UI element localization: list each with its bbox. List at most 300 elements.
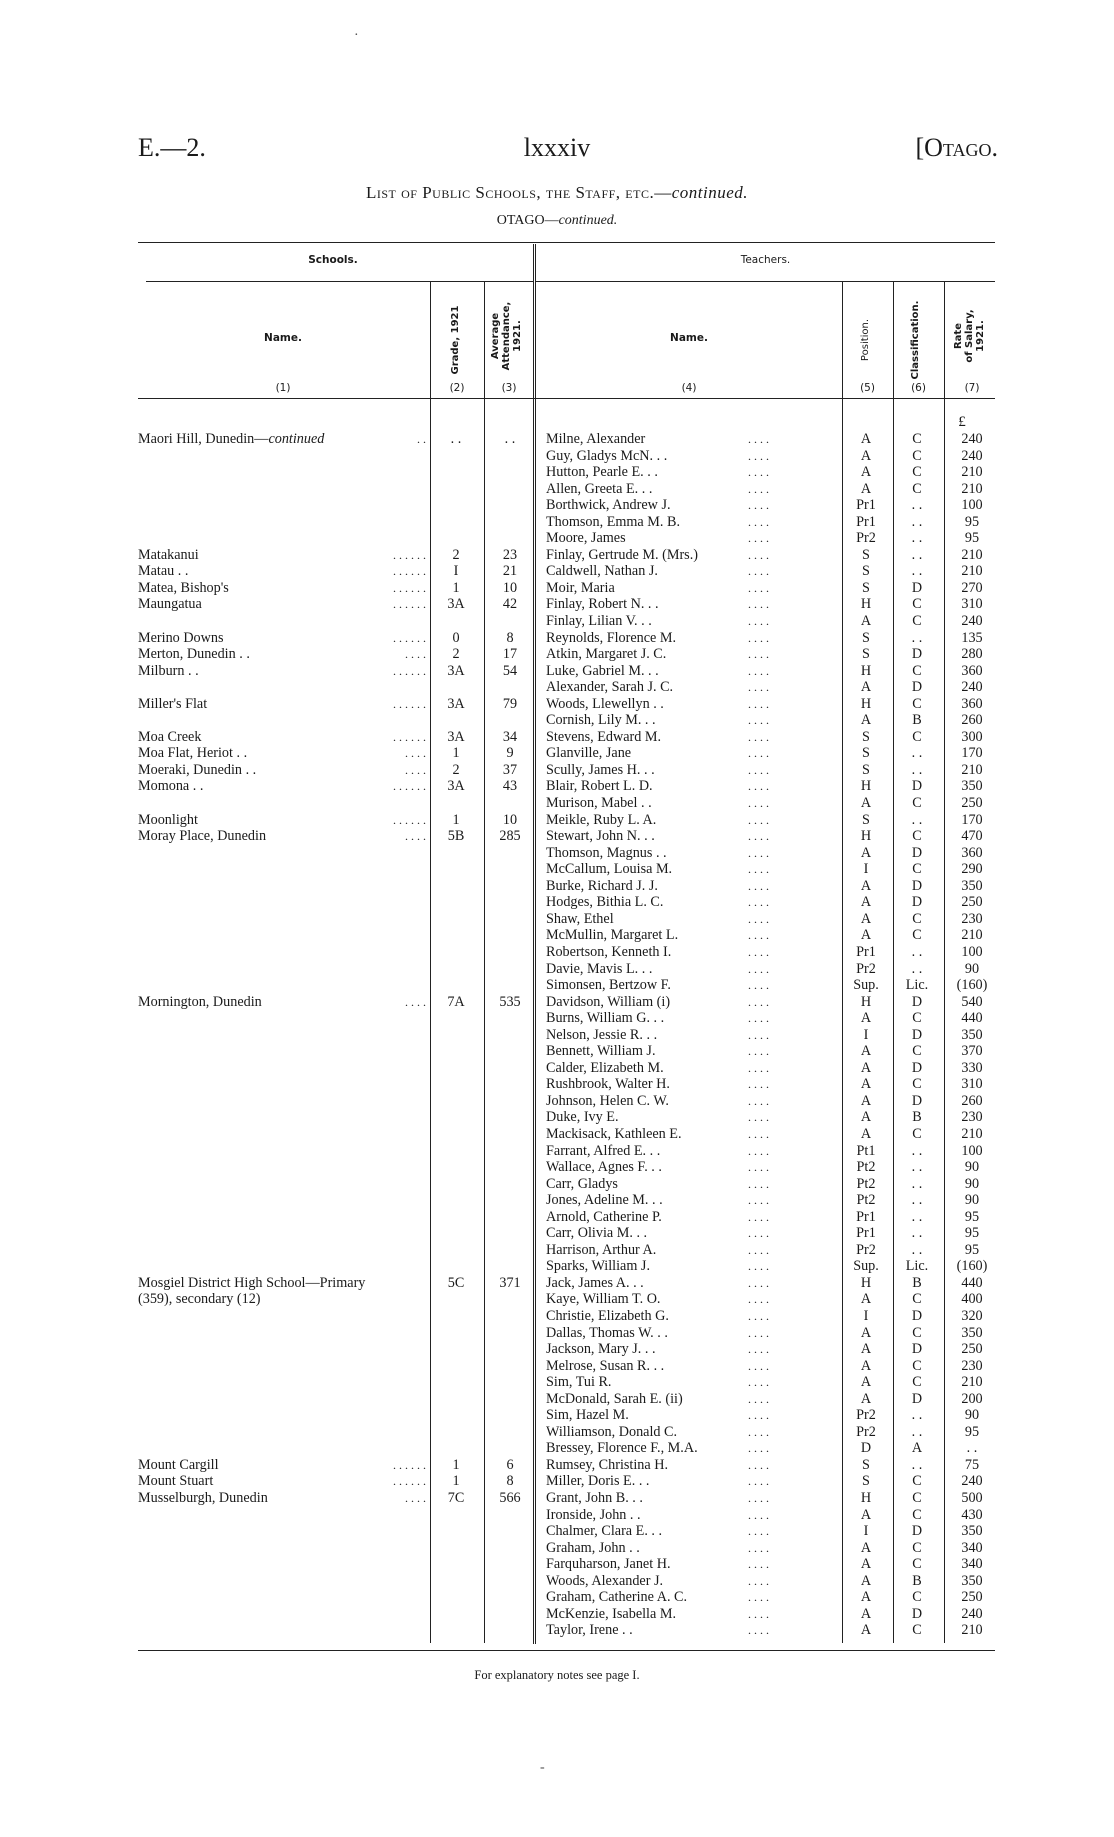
table-row: [0, 1573, 1114, 1590]
table-row: [0, 1407, 1114, 1424]
position-cell: Pr2: [856, 1423, 876, 1440]
teacher-name-cell: Williamson, Donald C.: [546, 1423, 678, 1440]
classification-cell: Lic.: [905, 1258, 929, 1275]
grade-cell: 2: [452, 546, 460, 563]
table-row: [0, 894, 1114, 911]
grade-cell: 1: [452, 1456, 460, 1473]
table-row: [0, 1589, 1114, 1606]
teacher-leader-dots: . . . .: [748, 1408, 769, 1423]
position-cell: S: [862, 646, 870, 663]
table-row: [0, 845, 1114, 862]
school-leader-dots: . . . . . .: [393, 729, 426, 744]
salary-cell: 230: [961, 1357, 983, 1374]
teacher-name-cell: Calder, Elizabeth M.: [546, 1059, 664, 1076]
attendance-cell: 10: [502, 811, 518, 828]
classification-cell: . .: [911, 761, 923, 778]
table-row: [0, 1043, 1114, 1060]
currency-symbol: £: [958, 414, 966, 430]
table-row: [0, 696, 1114, 713]
teacher-name-cell: Jack, James A. . .: [546, 1274, 644, 1291]
teacher-leader-dots: . . . .: [748, 961, 769, 976]
table-row: [0, 1358, 1114, 1375]
teacher-name-cell: Finlay, Lilian V. . .: [546, 613, 652, 630]
col-number-5: (5): [860, 382, 875, 394]
table-row: [0, 729, 1114, 746]
attendance-cell: 535: [499, 993, 521, 1010]
teacher-name-cell: Borthwick, Andrew J.: [546, 497, 671, 514]
table-row: [0, 1060, 1114, 1077]
salary-cell: 350: [961, 1523, 983, 1540]
table-row: [0, 596, 1114, 613]
classification-cell: . .: [911, 513, 923, 530]
position-cell: H: [860, 778, 872, 795]
table-row: [0, 1325, 1114, 1342]
salary-cell: 270: [961, 579, 983, 596]
teacher-name-cell: Dallas, Thomas W. . .: [546, 1324, 668, 1341]
grade-cell: 1: [452, 579, 460, 596]
position-cell: A: [860, 1059, 872, 1076]
position-heading: Position.: [860, 318, 871, 362]
classification-cell: . .: [911, 1142, 923, 1159]
salary-cell: 240: [961, 1605, 983, 1622]
position-cell: Pr2: [856, 530, 876, 547]
table-row: [0, 563, 1114, 580]
teacher-name-cell: Reynolds, Florence M.: [546, 629, 677, 646]
classification-cell: C: [912, 728, 922, 745]
table-body: [0, 431, 1114, 1639]
position-cell: A: [860, 1357, 872, 1374]
salary-cell: 310: [961, 1076, 983, 1093]
school-name-cell: Matea, Bishop's: [138, 579, 229, 596]
table-row: [0, 547, 1114, 564]
grade-cell: 3A: [447, 778, 465, 795]
table-row: [0, 431, 1114, 448]
teacher-name-cell: Stevens, Edward M.: [546, 728, 662, 745]
position-cell: Pr2: [856, 960, 876, 977]
position-cell: A: [860, 844, 872, 861]
salary-cell: (160): [956, 977, 988, 994]
classification-cell: Lic.: [905, 977, 929, 994]
table-row: [0, 911, 1114, 928]
attendance-cell: 54: [502, 662, 518, 679]
school-leader-dots: . . . . . .: [393, 663, 426, 678]
salary-cell: 350: [961, 1324, 983, 1341]
table-row: [0, 1622, 1114, 1639]
table-row: [0, 514, 1114, 531]
school-leader-dots: . . . . . .: [393, 1457, 426, 1472]
teacher-leader-dots: . . . .: [748, 1275, 769, 1290]
table-row: [0, 1027, 1114, 1044]
teacher-name-cell: Woods, Alexander J.: [546, 1572, 664, 1589]
grade-cell: 3A: [447, 695, 465, 712]
teacher-leader-dots: . . . .: [748, 1507, 769, 1522]
classification-cell: C: [912, 910, 922, 927]
teacher-leader-dots: . . . .: [748, 1093, 769, 1108]
classification-cell: D: [911, 1092, 923, 1109]
position-cell: A: [860, 927, 872, 944]
grade-cell: 7C: [447, 1490, 465, 1506]
teacher-name-cell: Melrose, Susan R. . .: [546, 1357, 665, 1374]
teacher-name-cell: Simonsen, Bertzow F.: [546, 977, 671, 994]
classification-cell: C: [912, 662, 922, 679]
attendance-cell: 566: [499, 1490, 521, 1506]
position-cell: Pr1: [856, 497, 876, 514]
classification-cell: D: [911, 1341, 923, 1358]
classification-cell: . .: [911, 1208, 923, 1225]
attendance-cell: 21: [502, 563, 518, 580]
school-leader-dots: . . . . . .: [393, 597, 426, 612]
attendance-cell: 9: [506, 745, 514, 762]
position-cell: Pr2: [856, 1407, 876, 1424]
teacher-name-cell: Johnson, Helen C. W.: [546, 1092, 669, 1109]
teacher-leader-dots: . . . .: [748, 1590, 769, 1605]
attendance-cell: 23: [502, 546, 518, 563]
salary-cell: 470: [961, 828, 983, 845]
classification-cell: B: [912, 1109, 922, 1126]
grade-cell: 2: [452, 761, 460, 778]
salary-cell: 240: [961, 613, 983, 630]
position-cell: Pr1: [856, 943, 876, 960]
classification-cell: . .: [911, 943, 923, 960]
teacher-leader-dots: . . . .: [748, 862, 769, 877]
salary-cell: 210: [961, 546, 983, 563]
position-cell: A: [860, 480, 872, 497]
position-cell: S: [862, 1473, 870, 1490]
school-leader-dots: . . . . . .: [393, 564, 426, 579]
header-bottom-rule: [138, 398, 995, 399]
classification-cell: . .: [911, 563, 923, 580]
teacher-name-cell: Miller, Doris E. . .: [546, 1473, 650, 1490]
school-name-cell: Musselburgh, Dunedin: [138, 1490, 268, 1506]
table-row: [0, 1507, 1114, 1524]
position-cell: A: [860, 1622, 872, 1639]
grade-cell: 5B: [447, 828, 465, 845]
salary-cell: 250: [961, 1589, 983, 1606]
position-cell: A: [860, 1539, 872, 1556]
teacher-name-cell: Moore, James: [546, 530, 626, 547]
attendance-cell: 8: [506, 1473, 514, 1490]
school-name-cell: Moonlight: [138, 811, 198, 828]
position-cell: A: [860, 1010, 872, 1027]
attendance-heading: Average Attendance, 1921.: [490, 301, 523, 371]
salary-cell: 90: [964, 1192, 980, 1209]
teacher-leader-dots: . . . .: [748, 829, 769, 844]
teacher-name-cell: Moir, Maria: [546, 579, 615, 596]
school-leader-dots: . . . .: [405, 647, 426, 662]
teacher-leader-dots: . . . .: [748, 514, 769, 529]
salary-cell: 95: [964, 1423, 980, 1440]
teacher-name-cell: Davidson, William (i): [546, 993, 671, 1010]
salary-cell: 210: [961, 1374, 983, 1391]
table-row: [0, 1308, 1114, 1325]
grade-cell: 1: [452, 1473, 460, 1490]
col-number-2: (2): [449, 382, 465, 394]
teacher-name-cell: Ironside, John . .: [546, 1506, 641, 1523]
table-bottom-rule: [138, 1650, 995, 1651]
position-cell: A: [860, 877, 872, 894]
page-header-left: E.—2.: [138, 133, 206, 162]
teacher-leader-dots: . . . .: [748, 1160, 769, 1175]
classification-cell: . .: [911, 629, 923, 646]
teacher-leader-dots: . . . .: [748, 465, 769, 480]
table-row: [0, 679, 1114, 696]
table-row: [0, 1440, 1114, 1457]
teacher-leader-dots: . . . .: [748, 597, 769, 612]
position-cell: A: [860, 1125, 872, 1142]
teacher-leader-dots: . . . .: [748, 1491, 769, 1505]
classification-cell: D: [911, 894, 923, 911]
table-row: [0, 1225, 1114, 1242]
position-cell: A: [860, 1374, 872, 1391]
table-row: [0, 1209, 1114, 1226]
classification-cell: . .: [911, 1241, 923, 1258]
teacher-leader-dots: . . . .: [748, 1358, 769, 1373]
salary-cell: 280: [961, 646, 983, 663]
teacher-leader-dots: . . . .: [748, 1474, 769, 1489]
teacher-name-cell: Arnold, Catherine P.: [546, 1208, 662, 1225]
position-cell: S: [862, 563, 870, 580]
attendance-cell: 34: [502, 728, 518, 745]
school-name-cell: Moeraki, Dunedin . .: [138, 761, 257, 778]
teacher-leader-dots: . . . .: [748, 1623, 769, 1638]
page-header-right: [Otago.: [915, 133, 998, 162]
teacher-leader-dots: . . . .: [748, 680, 769, 695]
position-cell: A: [860, 464, 872, 481]
school-leader-dots: . . . . . .: [393, 1474, 426, 1489]
table-row: [0, 927, 1114, 944]
position-cell: Pr2: [856, 1241, 876, 1258]
table-row: [0, 448, 1114, 465]
table-row: [0, 812, 1114, 829]
school-leader-dots: . . . .: [405, 1491, 426, 1505]
classification-cell: C: [912, 1589, 922, 1606]
table-row: [0, 778, 1114, 795]
teacher-name-cell: Duke, Ivy E.: [546, 1109, 619, 1126]
classification-cell: C: [912, 1556, 922, 1573]
table-row: [0, 878, 1114, 895]
teacher-leader-dots: . . . .: [748, 432, 769, 446]
classification-cell: C: [912, 613, 922, 630]
position-cell: A: [860, 712, 872, 729]
teacher-name-cell: Hodges, Bithia L. C.: [546, 894, 664, 911]
salary-cell: 350: [961, 1572, 983, 1589]
table-row: [0, 1159, 1114, 1176]
teacher-leader-dots: . . . .: [748, 481, 769, 496]
school-name-cell: Mornington, Dunedin: [138, 993, 262, 1010]
school-leader-dots: . . . . . .: [393, 779, 426, 794]
teachers-group-rule: [536, 281, 995, 282]
teacher-name-cell: McCallum, Louisa M.: [546, 861, 673, 878]
position-cell: A: [860, 894, 872, 911]
position-cell: A: [860, 431, 872, 447]
school-leader-dots: . . . .: [405, 762, 426, 777]
teacher-leader-dots: . . . .: [748, 1143, 769, 1158]
teacher-leader-dots: . . . .: [748, 1573, 769, 1588]
teacher-name-cell: Woods, Llewellyn . .: [546, 695, 664, 712]
school-leader-dots: . . . . . .: [393, 580, 426, 595]
teacher-name-cell: Jones, Adeline M. . .: [546, 1192, 663, 1209]
teacher-name-cell: Murison, Mabel . .: [546, 795, 652, 812]
table-row: [0, 613, 1114, 630]
grade-cell: 7A: [447, 993, 465, 1010]
teacher-name-cell: Christie, Elizabeth G.: [546, 1307, 669, 1324]
salary-cell: 240: [961, 1473, 983, 1490]
position-cell: S: [862, 745, 870, 762]
salary-cell: 540: [961, 993, 983, 1010]
teacher-name-cell: Scully, James H. . .: [546, 761, 655, 778]
teacher-leader-dots: . . . .: [748, 1457, 769, 1472]
salary-cell: 290: [961, 861, 983, 878]
position-cell: A: [860, 1506, 872, 1523]
school-name-cell: Merton, Dunedin . .: [138, 646, 250, 663]
classification-cell: . .: [911, 1159, 923, 1176]
table-row: [0, 1424, 1114, 1441]
teacher-leader-dots: . . . .: [748, 1193, 769, 1208]
teacher-name-cell: Shaw, Ethel: [546, 910, 614, 927]
grade-cell: 3A: [447, 596, 465, 613]
teacher-leader-dots: . . . .: [748, 1176, 769, 1191]
position-cell: S: [862, 811, 870, 828]
teacher-name-cell: Thomson, Emma M. B.: [546, 513, 680, 530]
teacher-name-cell: Jackson, Mary J. . .: [546, 1341, 656, 1358]
position-cell: S: [862, 579, 870, 596]
table-row: [0, 630, 1114, 647]
salary-cell: 95: [964, 1208, 980, 1225]
teacher-leader-dots: . . . .: [748, 647, 769, 662]
teacher-leader-dots: . . . .: [748, 531, 769, 546]
classification-cell: C: [912, 1291, 922, 1308]
grade-cell: 0: [452, 629, 460, 646]
teacher-leader-dots: . . . .: [748, 1126, 769, 1141]
classification-cell: C: [912, 1473, 922, 1490]
salary-cell: 95: [964, 530, 980, 547]
teacher-leader-dots: . . . .: [748, 1242, 769, 1257]
teacher-name-cell: Atkin, Margaret J. C.: [546, 646, 667, 663]
teacher-name-cell: Farquharson, Janet H.: [546, 1556, 671, 1573]
teacher-name-cell: Burke, Richard J. J.: [546, 877, 658, 894]
position-cell: D: [860, 1440, 872, 1457]
schools-caption: Schools.: [308, 254, 358, 266]
attendance-cell: 79: [502, 695, 518, 712]
classification-cell: C: [912, 1374, 922, 1391]
salary-cell: 250: [961, 894, 983, 911]
grade-heading: Grade, 1921: [450, 305, 461, 375]
position-cell: H: [860, 993, 872, 1010]
classification-cell: C: [912, 1125, 922, 1142]
salary-cell: 230: [961, 1109, 983, 1126]
teacher-name-cell: Luke, Gabriel M. . .: [546, 662, 659, 679]
teacher-leader-dots: . . . .: [748, 978, 769, 993]
attendance-cell: 285: [499, 828, 521, 845]
table-row: [0, 481, 1114, 498]
page-number: lxxxiv: [523, 133, 591, 162]
position-cell: H: [860, 1274, 872, 1291]
school-name-cell: Milburn . .: [138, 662, 199, 679]
school-name-cell: Momona . .: [138, 778, 204, 795]
school-name-cell: Mount Cargill: [138, 1456, 219, 1473]
classification-cell: . .: [911, 1192, 923, 1209]
classification-cell: C: [912, 1010, 922, 1027]
teacher-leader-dots: . . . .: [748, 663, 769, 678]
school-leader-dots: . . . .: [405, 994, 426, 1009]
teacher-leader-dots: . . . .: [748, 1259, 769, 1274]
position-cell: A: [860, 1572, 872, 1589]
salary-cell: 360: [961, 695, 983, 712]
salary-cell: 100: [961, 1142, 983, 1159]
teacher-name-cell: Thomson, Magnus . .: [546, 844, 667, 861]
teacher-name-cell: Carr, Olivia M. . .: [546, 1225, 648, 1242]
teacher-name-cell: Carr, Gladys: [546, 1175, 618, 1192]
attendance-cell: 42: [502, 596, 518, 613]
table-row: [0, 712, 1114, 729]
teacher-leader-dots: . . . .: [748, 928, 769, 943]
table-row: [0, 530, 1114, 547]
page-title: List of Public Schools, the Staff, etc.—continued.: [365, 183, 748, 202]
teacher-leader-dots: . . . .: [748, 1557, 769, 1572]
salary-heading: Rate of Salary, 1921.: [953, 309, 986, 363]
position-cell: A: [860, 613, 872, 630]
classification-cell: D: [911, 1059, 923, 1076]
teacher-name-cell: Meikle, Ruby L. A.: [546, 811, 657, 828]
teacher-name-cell: Grant, John B. . .: [546, 1490, 643, 1506]
teacher-leader-dots: . . . .: [748, 1375, 769, 1390]
table-row: [0, 1258, 1114, 1275]
teacher-leader-dots: . . . .: [748, 1441, 769, 1456]
col-number-1: (1): [275, 382, 291, 394]
salary-cell: 210: [961, 761, 983, 778]
teacher-name-cell: Blair, Robert L. D.: [546, 778, 653, 795]
teacher-leader-dots: . . . .: [748, 1226, 769, 1241]
classification-cell: D: [911, 1307, 923, 1324]
classification-cell: D: [911, 993, 923, 1010]
teacher-name-cell: Hutton, Pearle E. . .: [546, 464, 658, 481]
teacher-name-cell: Sim, Hazel M.: [546, 1407, 629, 1424]
classification-heading: Classification.: [910, 300, 921, 380]
classification-cell: . .: [911, 811, 923, 828]
teacher-leader-dots: . . . .: [748, 614, 769, 629]
classification-cell: . .: [911, 1175, 923, 1192]
teacher-leader-dots: . . . .: [748, 1077, 769, 1092]
position-cell: Pr1: [856, 1225, 876, 1242]
teacher-name-cell: Allen, Greeta E. . .: [546, 480, 653, 497]
salary-cell: 350: [961, 877, 983, 894]
teacher-leader-dots: . . . .: [748, 1308, 769, 1323]
classification-cell: . .: [911, 960, 923, 977]
position-cell: S: [862, 761, 870, 778]
classification-cell: B: [912, 712, 922, 729]
teacher-name-cell: McKenzie, Isabella M.: [546, 1605, 677, 1622]
salary-cell: 210: [961, 464, 983, 481]
school-name-cell: Miller's Flat: [138, 695, 208, 712]
teacher-name-cell: Bressey, Florence F., M.A.: [546, 1440, 698, 1457]
classification-cell: C: [912, 464, 922, 481]
teacher-leader-dots: . . . .: [748, 630, 769, 645]
school-name-cell: Merino Downs: [138, 629, 224, 646]
position-cell: H: [860, 828, 872, 845]
salary-cell: 250: [961, 1341, 983, 1358]
salary-cell: 90: [964, 1175, 980, 1192]
teacher-name-cell: Sparks, William J.: [546, 1258, 650, 1275]
teacher-leader-dots: . . . .: [748, 1027, 769, 1042]
teacher-name-cell: Graham, John . .: [546, 1539, 640, 1556]
teacher-leader-dots: . . . .: [748, 878, 769, 893]
classification-cell: C: [912, 1324, 922, 1341]
page-subtitle: OTAGO—continued.: [496, 213, 618, 228]
school-name-cell: Matakanui: [138, 546, 199, 563]
salary-cell: (160): [956, 1258, 988, 1275]
teacher-leader-dots: . . . .: [748, 580, 769, 595]
salary-cell: 100: [961, 497, 983, 514]
